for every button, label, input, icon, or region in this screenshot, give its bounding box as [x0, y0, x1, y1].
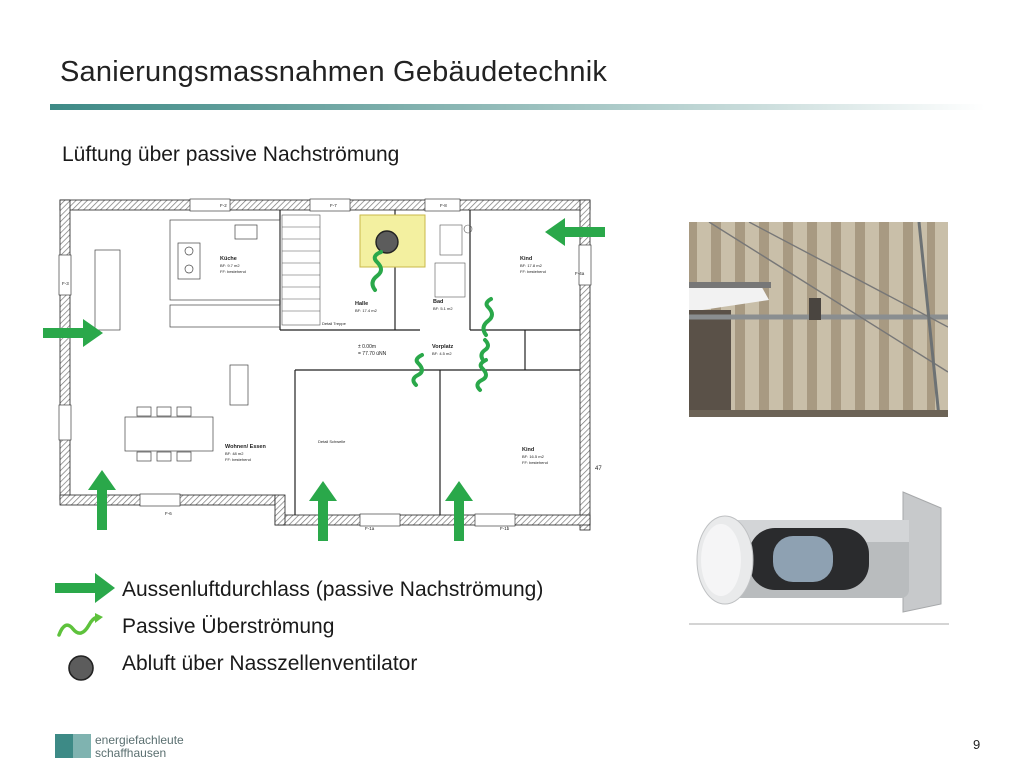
logo-line-1: energiefachleute	[95, 733, 184, 747]
window-tag: F-3	[62, 281, 69, 286]
air-inlet-product-image	[689, 488, 949, 628]
detail-label: Detail Schwelle	[318, 439, 346, 444]
room-detail: BF: 5.1 m2	[433, 306, 453, 311]
room-name: Halle	[355, 301, 369, 307]
dining-table	[95, 250, 248, 461]
detail-label: Detail Treppe	[322, 321, 346, 326]
room-name: Kind	[522, 447, 535, 453]
green-squiggle-arrow-icon	[55, 611, 105, 645]
window-tag: F-6	[165, 511, 172, 516]
inlet-arrow-icon	[445, 481, 473, 541]
inlet-arrow-icon	[545, 218, 605, 246]
staircase	[282, 215, 320, 325]
window-tag: F-1a	[365, 526, 375, 531]
exhaust-fan-icon	[376, 231, 398, 253]
room-detail: FF: bestehend	[520, 269, 546, 274]
level-value: = 77.70 üNN	[358, 351, 387, 357]
legend-label: Passive Überströmung	[122, 615, 335, 638]
title-rule	[50, 104, 985, 110]
room-name: Wohnen/ Essen	[225, 444, 266, 450]
window-tag: F-8	[440, 203, 447, 208]
room-name: Bad	[433, 299, 444, 305]
interior-walls	[280, 210, 580, 515]
room-detail: BF: 16.5 m2	[522, 454, 544, 459]
room-detail: BF: 17.4 m2	[355, 308, 377, 313]
slide-subtitle: Lüftung über passive Nachströmung	[62, 143, 400, 166]
room-name: Kind	[520, 256, 533, 262]
squiggle-arrow-icon	[477, 360, 486, 390]
window-tag: F-1b	[500, 526, 510, 531]
window-tag: F-7	[330, 203, 337, 208]
window-tag: F-4a	[575, 271, 585, 276]
room-detail: FF: bestehend	[522, 460, 548, 465]
squiggle-arrow-icon	[481, 340, 488, 360]
window-tag: F-2	[220, 203, 227, 208]
slide-title: Sanierungsmassnahmen Gebäudetechnik	[60, 56, 608, 88]
room-detail: FF: bestehend	[220, 269, 246, 274]
inlet-arrow-icon	[309, 481, 337, 541]
floor-plan	[40, 185, 615, 545]
inlet-arrow-icon	[43, 319, 103, 347]
legend-label: Abluft über Nasszellenventilator	[122, 652, 418, 675]
room-name: Vorplatz	[432, 344, 454, 350]
room-detail: BF: 4.5 m2	[432, 351, 452, 356]
company-logo-icon	[55, 734, 91, 758]
dark-grey-circle-icon	[55, 651, 95, 685]
room-detail: BF: 17.8 m2	[520, 263, 542, 268]
dimension-label: 47	[595, 466, 602, 472]
room-name: Küche	[220, 256, 237, 262]
green-arrow-icon	[55, 571, 117, 605]
legend-label: Aussenluftdurchlass (passive Nachströmung)	[122, 578, 544, 601]
roof-structure-photo	[689, 222, 948, 417]
room-detail: BF: 9.7 m2	[220, 263, 240, 268]
level-label: ± 0.00m	[358, 344, 377, 350]
logo-line-2: schaffhausen	[95, 746, 167, 760]
page-number: 9	[973, 737, 981, 752]
room-detail: BF: 48 m2	[225, 451, 244, 456]
exterior-walls	[60, 200, 590, 530]
room-detail: FF: bestehend	[225, 457, 251, 462]
